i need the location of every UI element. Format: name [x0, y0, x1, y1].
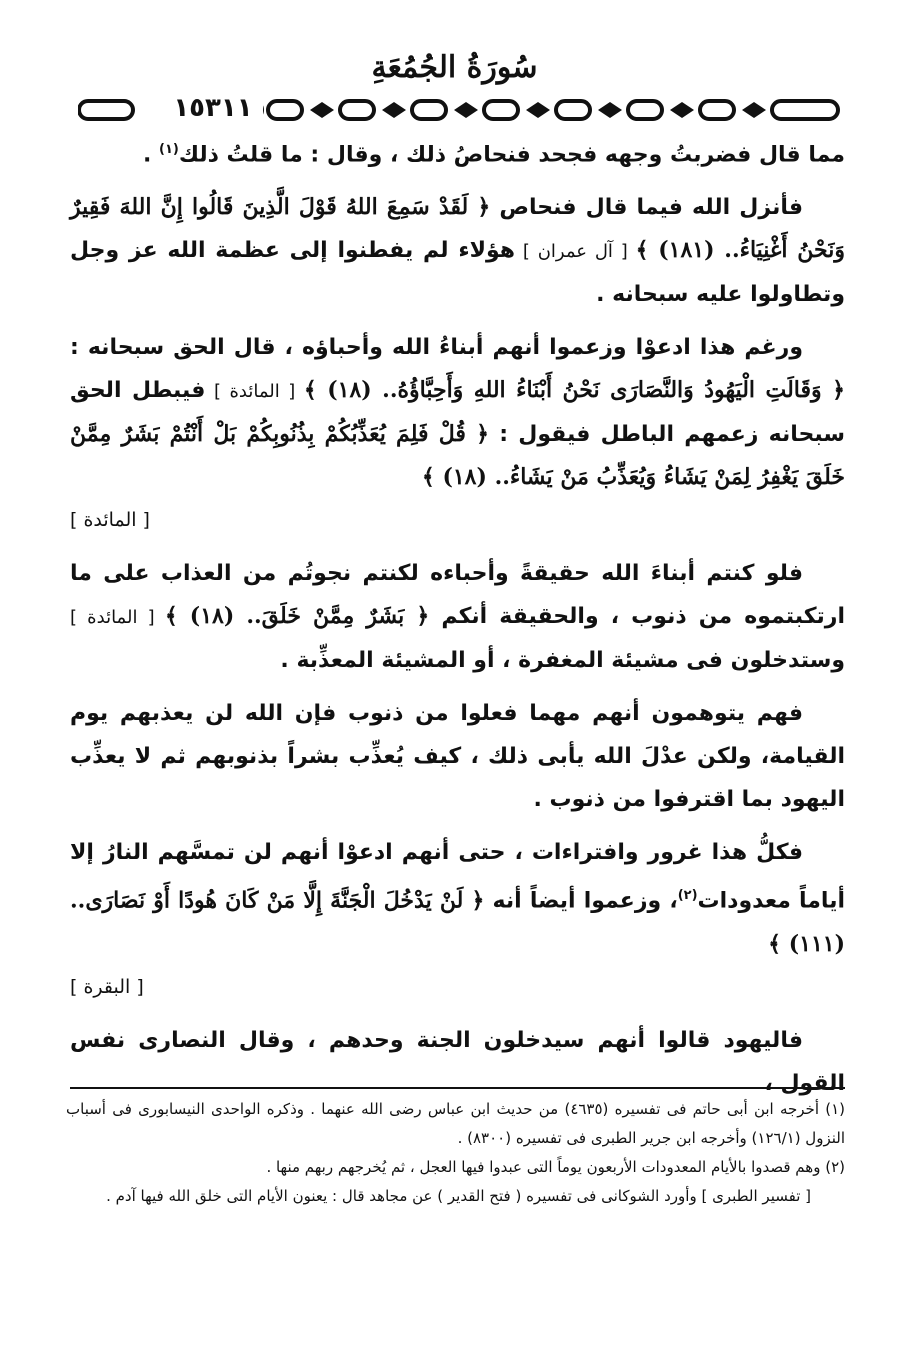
main-text: [70, 128, 845, 1115]
paragraph-mid: ، وزعموا أيضاً أنه: [484, 888, 678, 914]
paragraph-5: [70, 692, 845, 821]
quran-verse: ﴿ لَنْ يَدْخُلَ الْجَنَّةَ إِلَّا مَنْ كَانَ هُودًا أَوْ نَصَارَى.. (١١١) ﴾: [70, 887, 845, 957]
footnote-separator: [70, 1087, 845, 1089]
paragraph-after: وستدخلون فى مشيئة المغفرة ، أو المشيئة المعذِّبة .: [280, 648, 845, 674]
footnote-1: (١) أخرجه ابن أبى حاتم فى تفسيره (٤٦٣٥) من حديث ابن عباس رضى الله عنهما . وذكره الواحدى النيسابورى فى أسباب النزول (١٢٦/١) وأخرجه ابن جرير الطبرى فى تفسيره (٨٣٠٠) .: [66, 1100, 846, 1147]
paragraph-intro: فلو كنتم أبناءَ الله حقيقةً وأحباءه لكنتم نجوتُم من العذاب على ما ارتكبتموه من ذنوب ، والحقيقة أنكم: [70, 561, 845, 630]
paragraph-7: [70, 1019, 845, 1105]
paragraph-tail: .: [142, 142, 159, 168]
quran-verse: ﴿ لَقَدْ سَمِعَ اللهُ قَوْلَ الَّذِينَ قَالُوا إِنَّ اللهَ فَقِيرٌ وَنَحْنُ أَغْنِيَاءُ.. (١٨١) ﴾: [70, 194, 846, 264]
quran-verse: ﴿ بَشَرٌ مِمَّنْ خَلَقَ.. (١٨) ﴾: [164, 603, 430, 630]
paragraph-text: فاليهود قالوا أنهم سيدخلون الجنة وحدهم ، وقال النصارى نفس القول ،: [70, 1027, 845, 1096]
surah-reference: [ المائدة ]: [70, 607, 165, 629]
paragraph-text: مما قال فضربتُ وجهه فجحد فنحاصُ ذلك ، وقال : ما قلتُ ذلك: [178, 142, 845, 168]
paragraph-3: [70, 326, 845, 542]
footnote-marker: (٢): [677, 888, 698, 904]
paragraph-intro: فكلُّ هذا غرور وافتراءات ، حتى أنهم ادعوْا أنهم لن تمسَّهم النارُ إلا أياماً معدودات: [70, 840, 845, 914]
surah-reference-2: [ المائدة ]: [70, 509, 150, 532]
footnote-2-continuation: [ تفسير الطبرى ] وأورد الشوكانى فى تفسيره ( فتح القدير ) عن مجاهد قال : يعنون الأيام التى خلق الله فيها آدم .: [106, 1187, 811, 1205]
paragraph-6: [70, 831, 845, 1008]
paragraph-mid: فيبطل الحق سبحانه زعمهم الباطل فيقول :: [70, 378, 845, 448]
paragraph-1: [70, 128, 845, 176]
paragraph-intro: ورغم هذا ادعوْا وزعموا أنهم أبناءُ الله وأحباؤه ، قال الحق سبحانه :: [70, 335, 803, 361]
surah-reference: [ البقرة ]: [70, 975, 144, 998]
surah-reference: [ آل عمران ]: [515, 241, 636, 263]
footnote-2: (٢) وهم قصدوا بالأيام المعدودات الأربعون يوماً التى عبدوا فيها العجل ، ثم يُخرجهم ربهم منها .: [266, 1158, 845, 1176]
footnote-marker: (١): [159, 142, 179, 157]
quran-verse-2: ﴿ قُلْ فَلِمَ يُعَذِّبُكُمْ بِذُنُوبِكُمْ بَلْ أَنْتُمْ بَشَرٌ مِمَّنْ خَلَقَ يَغْفِرُ لِمَنْ يَشَاءُ وَيُعَذِّبُ مَنْ يَشَاءُ.. (١٨) ﴾: [70, 421, 845, 491]
paragraph-intro: فأنزل الله فيما قال فنحاص: [490, 195, 803, 221]
quran-verse: ﴿ وَقَالَتِ الْيَهُودُ وَالنَّصَارَى نَحْنُ أَبْنَاءُ اللهِ وَأَحِبَّاؤُهُ.. (١٨) ﴾: [303, 377, 845, 404]
paragraph-text: فهم يتوهمون أنهم مهما فعلوا من ذنوب فإن الله لن يعذبهم يوم القيامة، ولكن عدْلَ الله يأبى ذلك ، كيف يُعذِّب بشراً بذنوبهم ثم لا يعذِّب اليهود بما اقترفوا من ذنوب .: [70, 701, 845, 813]
surah-reference: [ المائدة ]: [205, 381, 304, 403]
paragraph-4: [70, 552, 845, 682]
surah-title: سُورَةُ الجُمُعَةِ: [371, 50, 538, 85]
footnotes: [66, 1095, 845, 1211]
paragraph-2: [70, 186, 845, 316]
page-number: ١٥٣١١: [163, 90, 263, 126]
paragraph-after: هؤلاء لم يفطنوا إلى عظمة الله عز وجل وتطاولوا عليه سبحانه .: [70, 238, 845, 308]
